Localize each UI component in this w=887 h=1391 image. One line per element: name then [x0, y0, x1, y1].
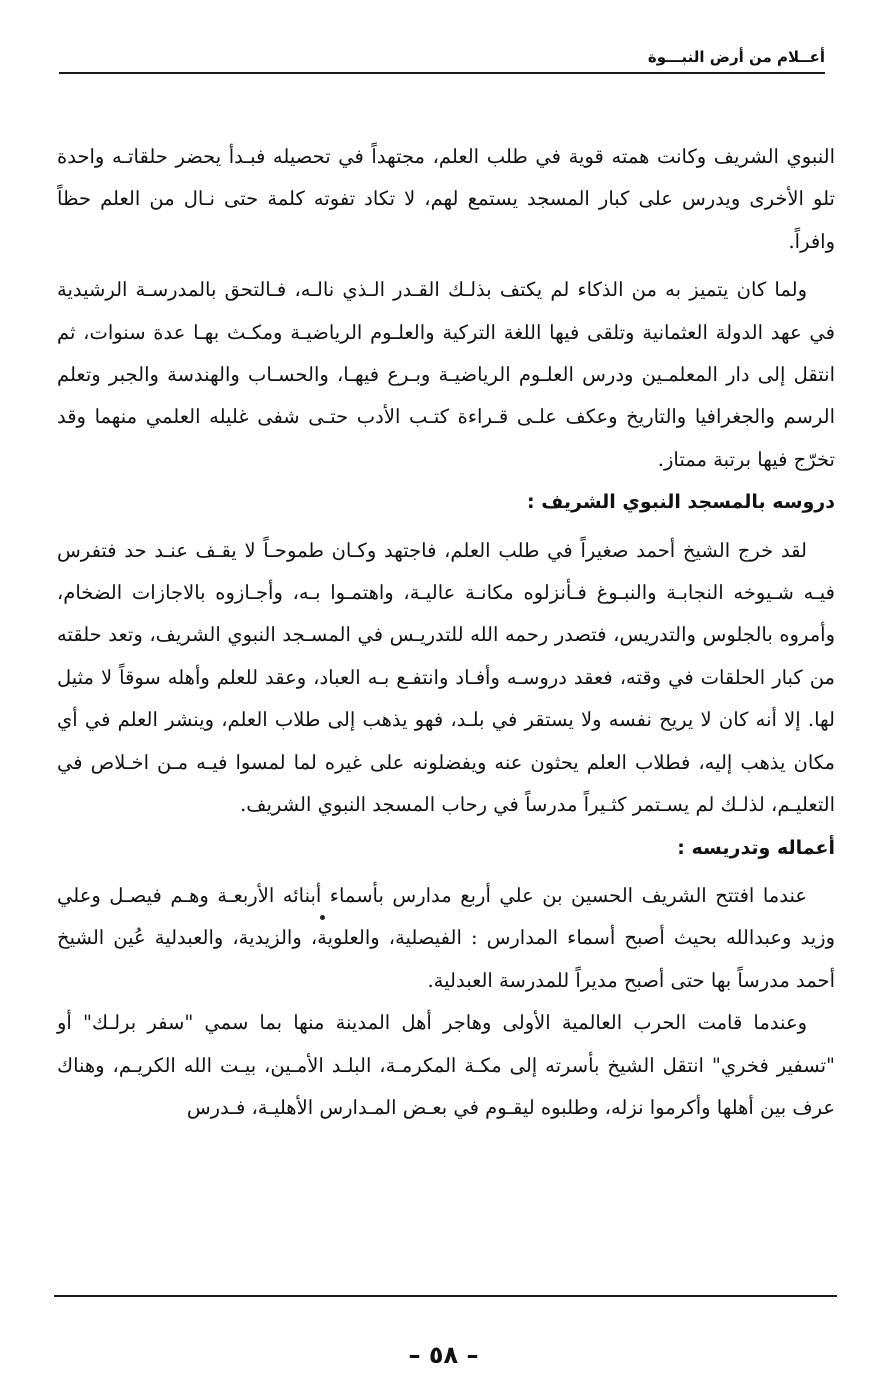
paragraph-5: وعندما قامت الحرب العالمية الأولى وهاجر أهل المدينة منها بما سمي "سفر برلـك" أو "تسفير فخري" انتقل الشيخ بأسرته إلى مكـة المكرمـة، البلـد الأمـين، بيـت الله الكريـم، وهناك عرف بين أهلها وأكرموا نزله، وطلبوه ليقـوم في بعـض المـدارس الأهليـة، فـدرس: [57, 1011, 835, 1119]
paragraph-4: عندما افتتح الشريف الحسين بن علي أربع مدارس بأسماء أبنائه الأربعـة وهـم فيصـل وعلي وزيد وعبدالله بحيث أصبح أسماء المدارس : الفيصلية، والعلوية، والزيدية، والعبدلية عُين الشيخ أحمد مدرساً بها حتى أصبح مديراً للمدرسة العبدلية.: [57, 883, 835, 992]
running-header: [59, 46, 825, 74]
section-heading-works: أعماله وتدريسه :: [677, 836, 835, 859]
main-text: [57, 136, 835, 1129]
section-heading-lessons: دروسه بالمسجد النبوي الشريف :: [527, 491, 835, 514]
paragraph-2: ولما كان يتميز به من الذكاء لم يكتف بذلـك القـدر الـذي نالـه، فـالتحق بالمدرسـة الرشيدية في عهد الدولة العثمانية وتلقى فيها اللغة التركية والعلـوم الرياضيـة ومكـث بهـا عدة سنوات، ثم انتقل إلى دار المعلمـين ودرس العلـوم الرياضيـة وبـرع فيهـا، والحسـاب والهندسة والجبر وتعلم الرسم والجغرافيا والتاريخ وعكف علـى قـراءة كتـب الأدب حتـى شفى غليله العلمي منهما وقد تخرّج فيها برتبة ممتاز.: [57, 278, 835, 471]
paragraph-1: النبوي الشريف وكانت همته قوية في طلب العلم، مجتهداً في تحصيله فبـدأ يحضر حلقاتـه واحدة تلو الأخرى ويدرس على كبار المسجد يستمع لهم، لا تكاد تفوته كلمة حتى نـال من العلم حظاً وافراً.: [57, 145, 835, 253]
paragraph-3: لقد خرج الشيخ أحمد صغيراً في طلب العلم، فاجتهد وكـان طموحـاً لا يقـف عنـد حد فتفرس فيـه شـيوخه النجابـة والنبـوغ فـأنزلوه مكانـة عاليـة، واهتمـوا بـه، وأجـازوه بالاجازات الضخام، وأمروه بالجلوس والتدريس، فتصدر رحمه الله للتدريـس في المسـجد النبوي الشريف، وتعد حلقته من كبار الحلقات في وقته، فعقد دروسـه وأفـاد وانتفـع بـه العباد، وعقد للعلم وأهله سوقاً لا مثيل لها. إلا أنه كان لا يريح نفسه ولا يستقر في بلـد، فهو يذهب إلى طلاب العلم، وينشر العلم في أي مكان يذهب إليه، فطلاب العلم يحثون عنه ويفضلونه على غيره لما لمسوا فيـه مـن اخـلاص في التعليـم، لذلـك لم يسـتمر كثـيراً مدرساً في رحاب المسجد النبوي الشريف.: [57, 538, 835, 817]
page-number: – ٥٨ –: [408, 1341, 479, 1369]
footer-rule: [54, 1295, 837, 1297]
running-title: أعــلام من أرض النبـــوة: [647, 48, 825, 66]
ink-dot: [320, 915, 325, 920]
